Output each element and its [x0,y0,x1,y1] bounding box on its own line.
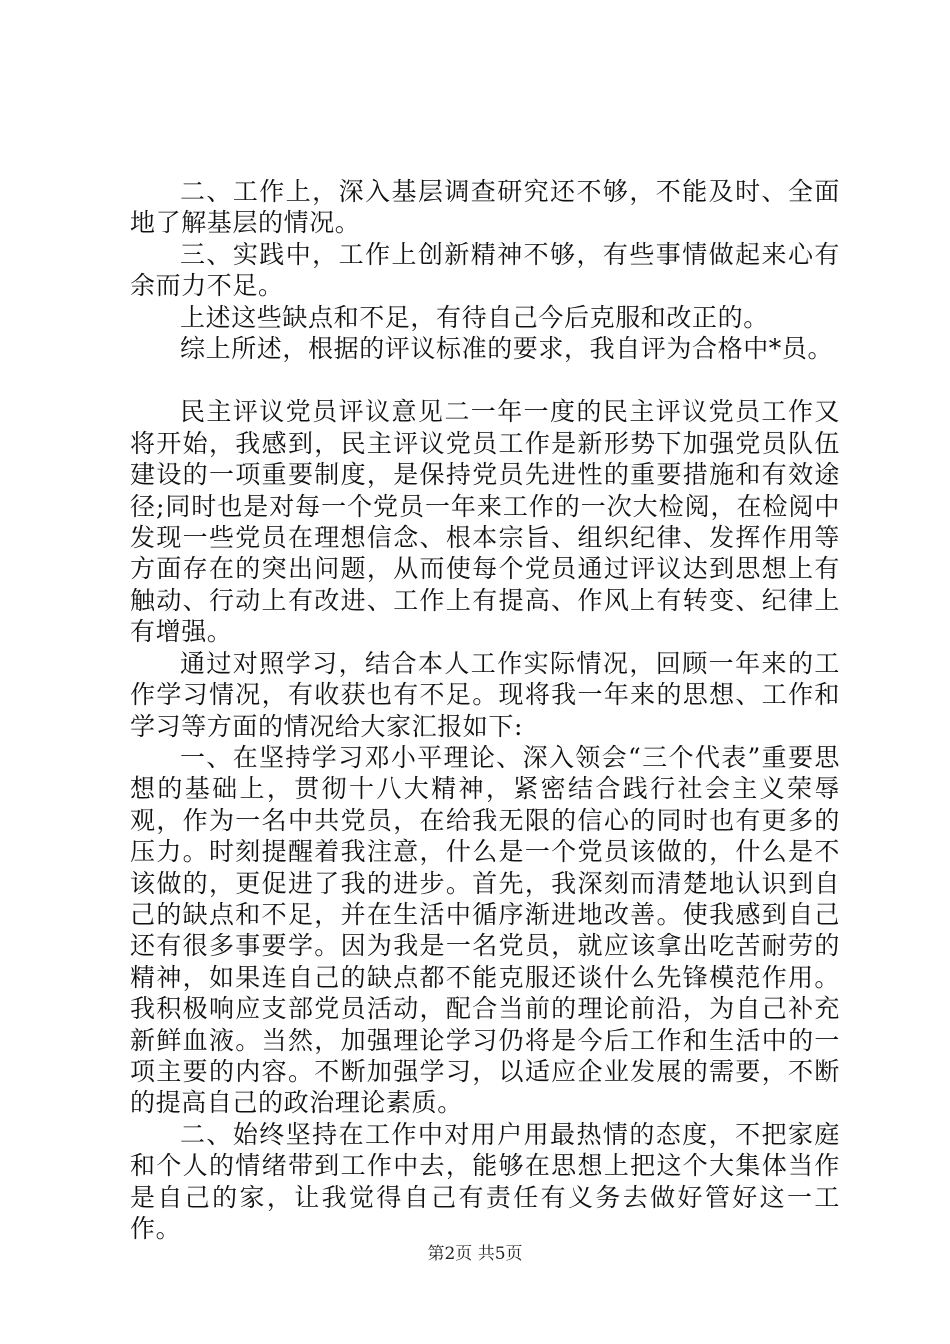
paragraph-theory-study: 一、在坚持学习邓小平理论、深入领会“三个代表”重要思想的基础上，贯彻十八大精神，紧密结合践行社会主义荣辱观，作为一名中共党员，在给我无限的信心的同时也有更多的压力。时刻提醒着我注意，什么是一个党员该做的，什么是不该做的，更促进了我的进步。首先，我深刻而清楚地认识到自己的缺点和不足，并在生活中循序渐进地改善。使我感到自己还有很多事要学。因为我是一名党员，就应该拿出吃苦耐劳的精神，如果连自己的缺点都不能克服还谈什么先锋模范作用。我积极响应支部党员活动，配合当前的理论前沿，为自己补充新鲜血液。当然，加强理论学习仍将是今后工作和生活中的一项主要的内容。不断加强学习，以适应企业发展的需要，不断的提高自己的政治理论素质。 [130,742,840,1118]
paragraph-evaluation-intro: 民主评议党员评议意见二一年一度的民主评议党员工作又将开始，我感到，民主评议党员工作是新形势下加强党员队伍建设的一项重要制度，是保持党员先进性的重要措施和有效途径;同时也是对每一个党员一年来工作的一次大检阅，在检阅中发现一些党员在理想信念、根本宗旨、组织纪律、发挥作用等方面存在的突出问题，从而使每个党员通过评议达到思想上有触动、行动上有改进、工作上有提高、作风上有转变、纪律上有增强。 [130,397,840,647]
paragraph-work-shortcoming: 二、工作上，深入基层调查研究还不够，不能及时、全面地了解基层的情况。 [130,177,840,238]
paragraph-study-summary: 通过对照学习，结合本人工作实际情况，回顾一年来的工作学习情况，有收获也有不足。现将我一年来的思想、工作和学习等方面的情况给大家汇报如下: [130,648,840,741]
paragraph-improvement-note: 上述这些缺点和不足，有待自己今后克服和改正的。 [180,302,769,332]
section-spacer [130,364,840,396]
paragraph-work-attitude: 二、始终坚持在工作中对用户用最热情的态度，不把家庭和个人的情绪带到工作中去，能够在思想上把这个大集体当作是自己的家，让我觉得自己有责任有义务去做好管好这一工作。 [130,1119,840,1243]
page-number-footer: 第2页 共5页 [427,1244,523,1264]
document-body [130,176,840,1244]
paragraph-self-assessment: 综上所述，根据的评议标准的要求，我自评为合格中*员。 [180,334,834,364]
paragraph-practice-shortcoming: 三、实践中，工作上创新精神不够，有些事情做起来心有余而力不足。 [130,239,840,301]
